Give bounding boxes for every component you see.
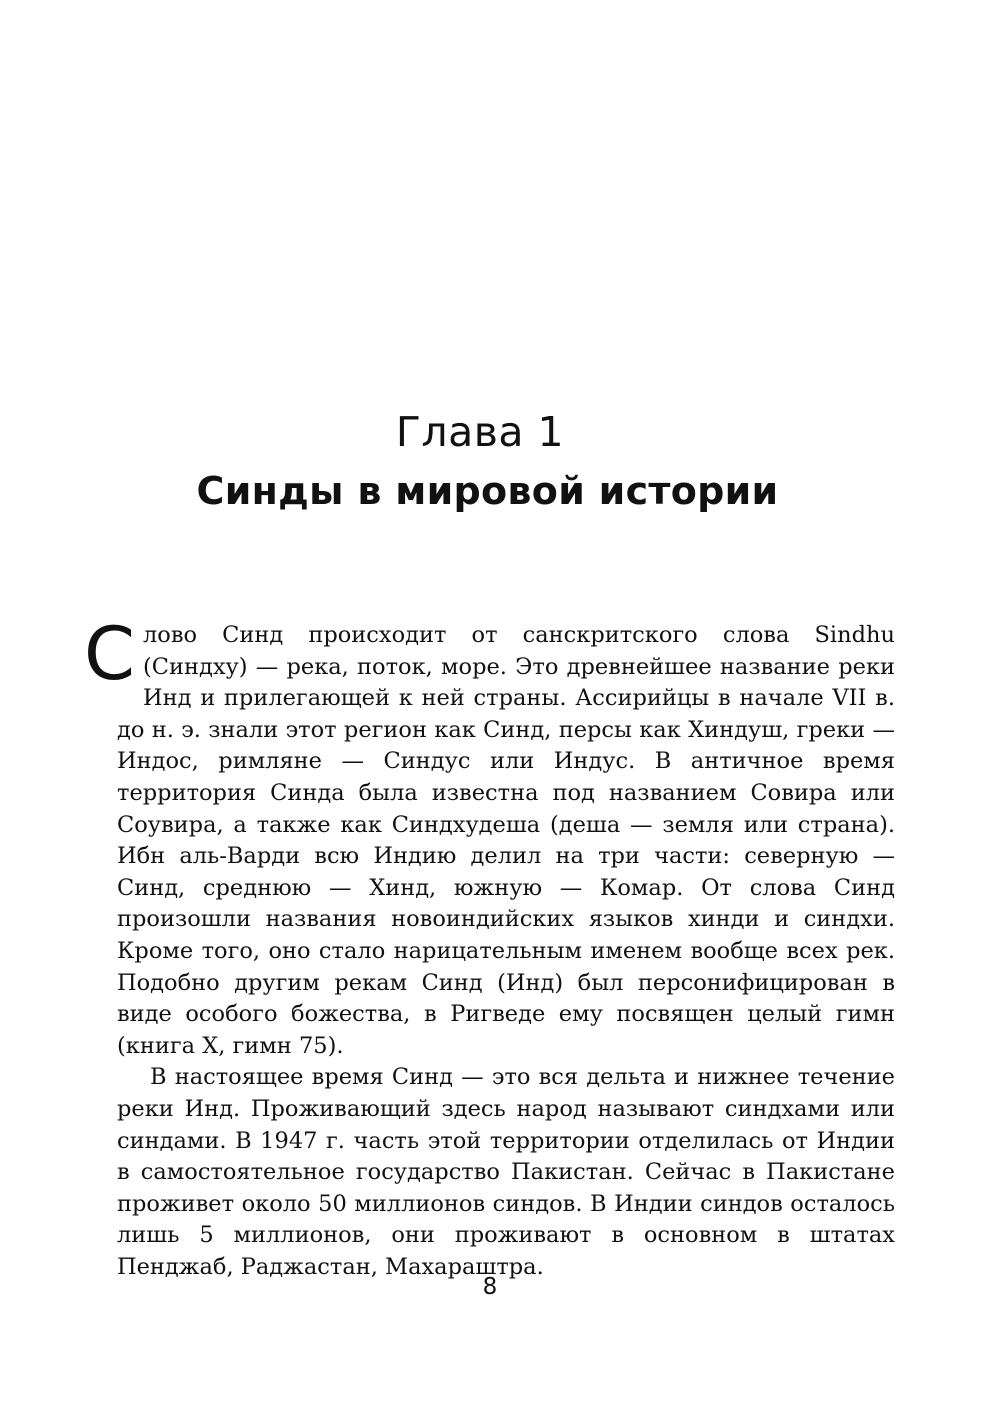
page-number: 8 — [482, 1274, 498, 1300]
paragraph-1-text: лово Синд происходит от санскритского слова Sindhu (Синдху) — река, поток, море. Это древнейшее название реки Инд и прилегающей к ней страны. Ассирийцы в начале VII в. до н. э. знали этот регион как Синд, персы как Хиндуш, греки — Индос, римляне — Синдус или Индус. В античное время территория Синда была известна под названием Совира или Соувира, а также как Синдхудеша (деша — земля или страна). Ибн аль-Варди всю Индию делил на три части: северную — Синд, среднюю — Хинд, южную — Комар. От слова Синд произошли названия новоиндийских языков хинди и синдхи. Кроме того, оно стало нарицательным именем вообще всех рек. Подобно другим рекам Синд (Инд) был персонифицирован в виде особого божества, в Ригведе ему посвящен целый гимн (книга X, гимн 75). — [117, 622, 895, 1059]
chapter-title: Синды в мировой истории — [196, 469, 779, 513]
chapter-body — [84, 612, 895, 1283]
paragraph-2: В настоящее время Синд — это вся дельта и нижнее течение реки Инд. Проживающий здесь народ называют синдхами или синдами. В 1947 г. часть этой территории отделилась от Индии в самостоятельное государство Пакистан. Сейчас в Пакистане проживет около 50 миллионов синдов. В Индии синдов осталось лишь 5 миллионов, они проживают в основном в штатах Пенджаб, Раджастан, Махараштра. — [117, 1064, 895, 1280]
paragraph-1 — [84, 612, 895, 1062]
drop-cap: С — [84, 612, 135, 697]
chapter-label: Глава 1 — [395, 408, 565, 456]
